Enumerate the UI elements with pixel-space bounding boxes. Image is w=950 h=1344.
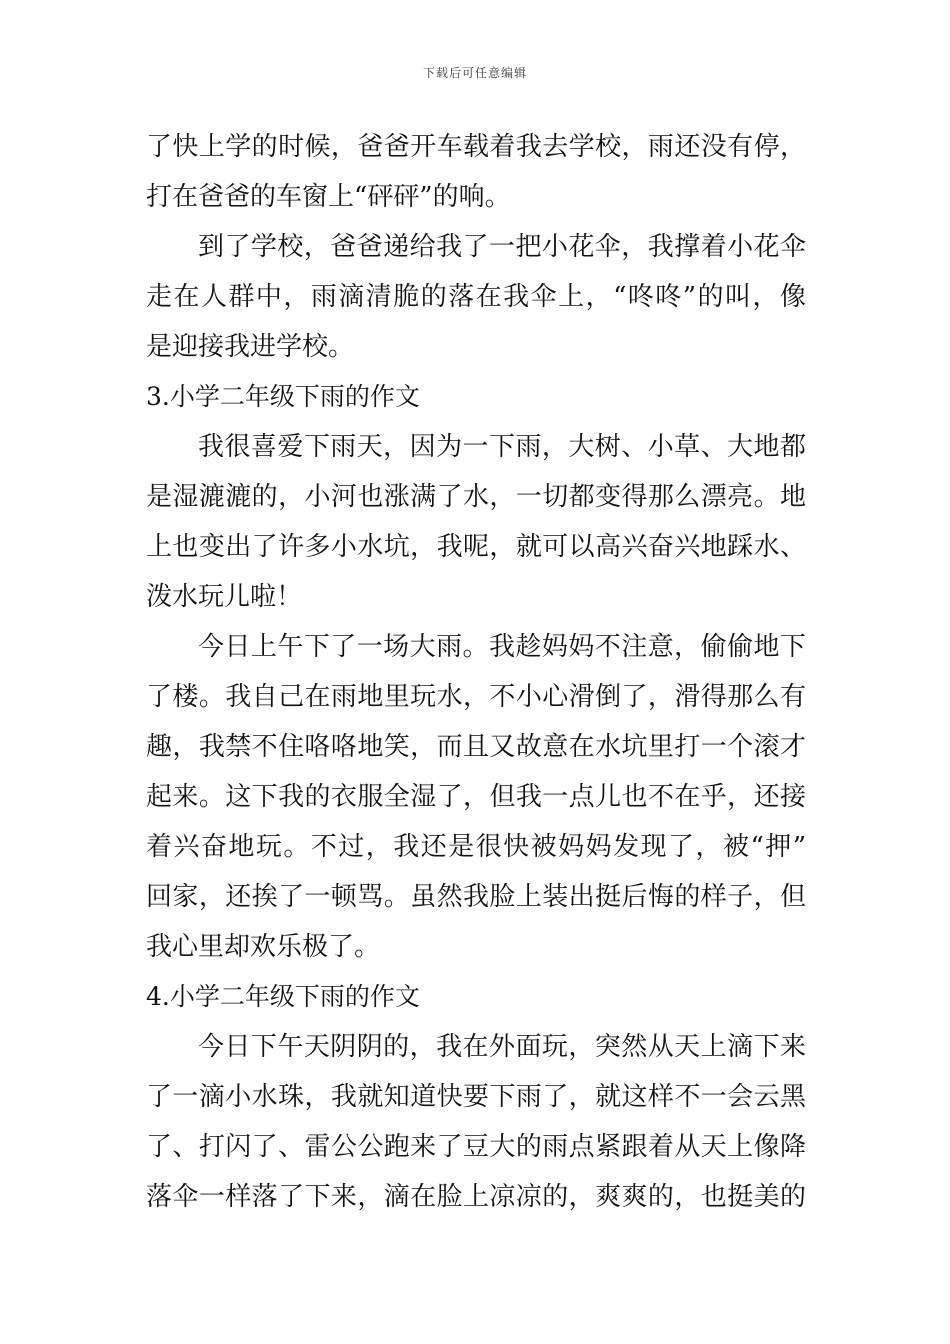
text-line: 了快上学的时候，爸爸开车载着我去学校，雨还没有停， bbox=[146, 132, 806, 162]
text-line: 我心里却欢乐极了。 bbox=[146, 932, 381, 962]
section-heading: 3.小学二年级下雨的作文 bbox=[146, 382, 420, 411]
text-line: 泼水玩儿啦！ bbox=[146, 582, 303, 612]
text-line: 了楼。我自己在雨地里玩水，不小心滑倒了，滑得那么有 bbox=[146, 682, 806, 712]
page-header: 下载后可任意编辑 bbox=[422, 66, 527, 80]
text-line: 今日上午下了一场大雨。我趁妈妈不注意，偷偷地下 bbox=[198, 632, 806, 662]
text-line: 了一滴小水珠，我就知道快要下雨了，就这样不一会云黑 bbox=[146, 1082, 806, 1112]
text-line: 了、打闪了、雷公公跑来了豆大的雨点紧跟着从天上像降 bbox=[146, 1132, 806, 1162]
text-line: 是湿漉漉的，小河也涨满了水，一切都变得那么漂亮。地 bbox=[146, 482, 806, 512]
text-line: 上也变出了许多小水坑，我呢，就可以高兴奋兴地踩水、 bbox=[146, 532, 806, 562]
text-line: 着兴奋地玩。不过，我还是很快被妈妈发现了，被“押” bbox=[146, 832, 806, 862]
text-line: 落伞一样落了下来，滴在脸上凉凉的，爽爽的，也挺美的 bbox=[146, 1182, 806, 1212]
text-line: 到了学校，爸爸递给我了一把小花伞，我撑着小花伞 bbox=[198, 232, 806, 262]
document-body bbox=[146, 122, 806, 1222]
text-line: 走在人群中，雨滴清脆的落在我伞上，“咚咚”的叫，像 bbox=[146, 282, 806, 312]
text-line: 打在爸爸的车窗上“砰砰”的响。 bbox=[146, 182, 511, 212]
section-heading: 4.小学二年级下雨的作文 bbox=[146, 982, 420, 1011]
text-line: 起来。这下我的衣服全湿了，但我一点儿也不在乎，还接 bbox=[146, 782, 806, 812]
text-line: 回家，还挨了一顿骂。虽然我脸上装出挺后悔的样子，但 bbox=[146, 882, 806, 912]
text-line: 是迎接我进学校。 bbox=[146, 332, 355, 362]
text-line: 今日下午天阴阴的，我在外面玩，突然从天上滴下来 bbox=[198, 1032, 806, 1062]
text-line: 趣，我禁不住咯咯地笑，而且又故意在水坑里打一个滚才 bbox=[146, 732, 806, 762]
text-line: 我很喜爱下雨天，因为一下雨，大树、小草、大地都 bbox=[198, 432, 806, 462]
